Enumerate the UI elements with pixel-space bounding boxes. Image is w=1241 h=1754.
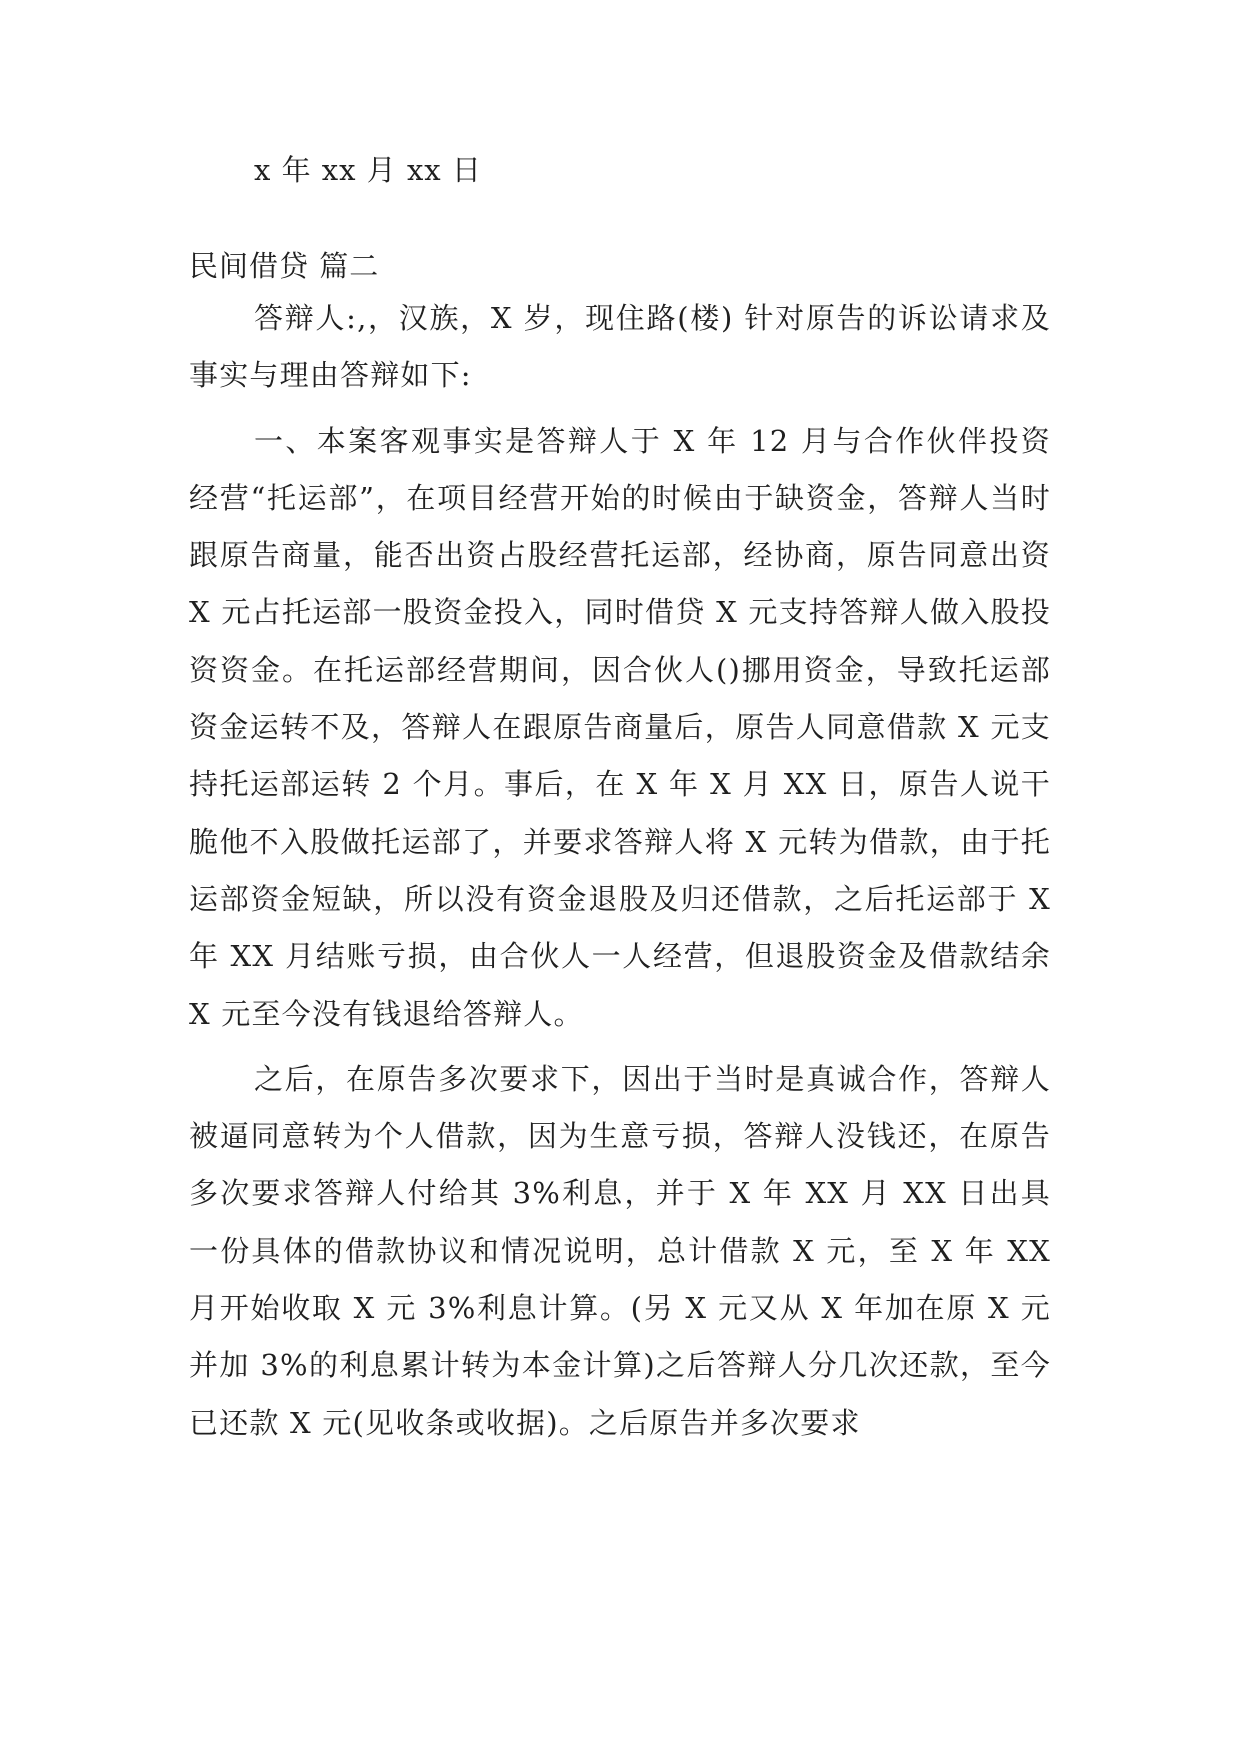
date-line: x 年 xx 月 xx 日 (254, 153, 482, 187)
paragraph-facts: 一、本案客观事实是答辩人于 X 年 12 月与合作伙伴投资经营“托运部”，在项目经营开始的时候由于缺资金，答辩人当时跟原告商量，能否出资占股经营托运部，经协商，原告同意出资 X 元占托运部一股资金投入，同时借贷 X 元支持答辩人做入股投资资金。在托运部经营期间，因合伙人()挪用资金，导致托运部资金运转不及，答辩人在跟原告商量后，原告人同意借款 X 元支持托运部运转 2 个月。事后，在 X 年 X 月 XX 日，原告人说干脆他不入股做托运部了，并要求答辩人将 X 元转为借款，由于托运部资金短缺，所以没有资金退股及归还借款，之后托运部于 X 年 XX 月结账亏损，由合伙人一人经营，但退股资金及借款结余 X 元至今没有钱退给答辩人。 (189, 423, 1051, 1031)
paragraph-loan-conversion: 之后，在原告多次要求下，因出于当时是真诚合作，答辩人被逼同意转为个人借款，因为生意亏损，答辩人没钱还，在原告多次要求答辩人付给其 3%利息，并于 X 年 XX 月 XX 日出具一份具体的借款协议和情况说明，总计借款 X 元，至 X 年 XX 月开始收取 X 元 3%利息计算。(另 X 元又从 X 年加在原 X 元并加 3%的利息累计转为本金计算)之后答辩人分几次还款，至今已还款 X 元(见收条或收据)。之后原告并多次要求 (189, 1061, 1052, 1440)
document-body (189, 150, 1051, 1452)
section-heading: 民间借贷 篇二 (189, 249, 380, 283)
paragraph-respondent-intro: 答辩人:,，汉族，X 岁，现住路(楼) 针对原告的诉讼请求及事实与理由答辩如下: (189, 301, 1051, 393)
